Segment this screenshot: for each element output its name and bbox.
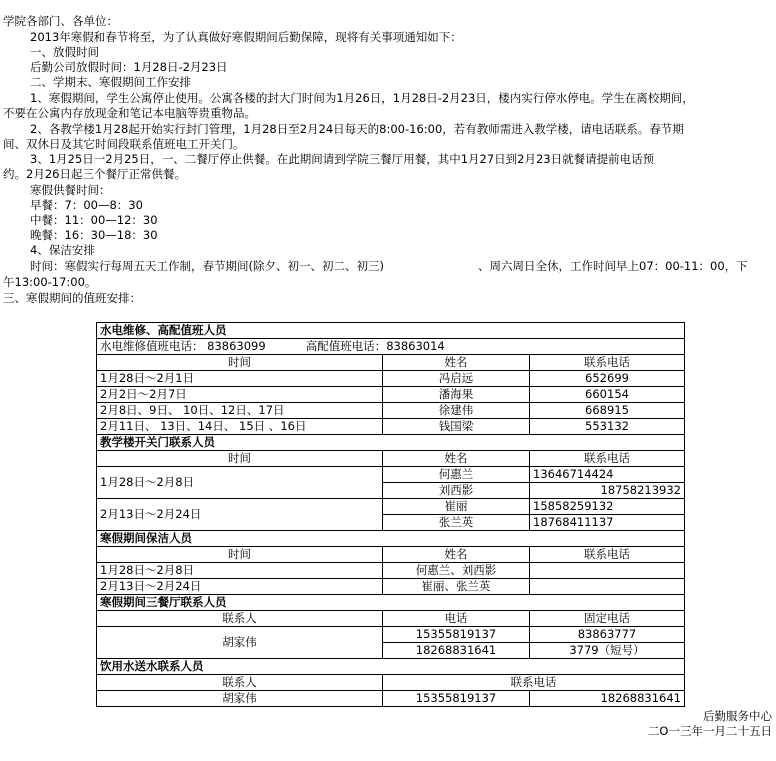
table-row [97, 563, 685, 579]
duty-period: 2月8日、9日、 10日、12日、17日 [97, 403, 383, 419]
section-title-canteen: 寒假期间三餐厅联系人员 [97, 595, 685, 611]
utilities-phone-row [97, 339, 685, 355]
duty-name: 何惠兰、刘西影 [383, 563, 530, 579]
water-phone-1: 15355819137 [383, 691, 530, 707]
repair-phone: 水电维修值班电话： 83863099 [100, 339, 266, 353]
duty-period: 1月28日～2月8日 [97, 563, 383, 579]
item-1-line-2: 不要在公寓内存放现金和笔记本电脑等贵重物品。 [3, 106, 256, 120]
col-header-name: 姓名 [383, 547, 530, 563]
breakfast-time: 早餐：7：00—8：30 [30, 198, 143, 212]
duty-name: 何惠兰 [383, 467, 530, 483]
duty-period: 2月11日、 13日、14日、 15日 、16日 [97, 419, 383, 435]
duty-phone: 18758213932 [530, 483, 685, 499]
duty-period: 2月13日～2月24日 [97, 579, 383, 595]
col-header-phone: 联系电话 [530, 451, 685, 467]
canteen-landline: 83863777 [530, 627, 685, 643]
item-1-line-1: 1、寒假期间，学生公寓停止使用。公寓各楼的封大门时间为1月26日，1月28日-2月23日，楼内实行停水停电。学生在离校期间， [30, 91, 694, 105]
duty-period: 1月28日～2月8日 [97, 467, 383, 499]
col-header-phone: 联系电话 [530, 355, 685, 371]
duty-phone: 15858259132 [530, 499, 685, 515]
dinner-time: 晚餐：16：30—18：30 [30, 228, 158, 242]
col-header-contact: 联系人 [97, 675, 383, 691]
table-row [97, 387, 685, 403]
duty-table [96, 322, 685, 707]
water-contact: 胡家伟 [97, 691, 383, 707]
duty-name: 崔丽 [383, 499, 530, 515]
signature-org: 后勤服务中心 [703, 709, 772, 723]
item-4-line-1a: 时间：寒假实行每周五天工作制，春节期间(除夕、初一、初二、初三) [30, 259, 384, 273]
table-row [97, 419, 685, 435]
duty-phone: 18768411137 [530, 515, 685, 531]
section-3-title: 三、寒假期间的值班安排： [3, 291, 141, 305]
holiday-period: 后勤公司放假时间：1月28日-2月23日 [30, 60, 228, 74]
col-header-phone: 电话 [383, 611, 530, 627]
lunch-time: 中餐：11：00—12：30 [30, 213, 158, 227]
duty-name: 钱国梁 [383, 419, 530, 435]
duty-phone [530, 563, 685, 579]
duty-name: 刘西影 [383, 483, 530, 499]
section-title-cleaning: 寒假期间保洁人员 [97, 531, 685, 547]
duty-phone: 13646714424 [530, 467, 685, 483]
duty-phone: 652699 [530, 371, 685, 387]
col-header-contact: 联系人 [97, 611, 383, 627]
col-header-name: 姓名 [383, 451, 530, 467]
item-4-title: 4、保洁安排 [30, 243, 95, 257]
duty-phone: 668915 [530, 403, 685, 419]
col-header-name: 姓名 [383, 355, 530, 371]
duty-name: 冯启远 [383, 371, 530, 387]
duty-name: 徐建伟 [383, 403, 530, 419]
item-3-line-2: 约。2月26日起三个餐厅正常供餐。 [3, 167, 186, 181]
signature-date: 二O一三年一月二十五日 [647, 724, 772, 738]
item-2-line-1: 2、各教学楼1月28起开始实行封门管理，1月28日至2月24日每天的8:00-16:00，若有教师需进入教学楼，请电话联系。春节期 [30, 122, 684, 136]
table-row [97, 627, 685, 643]
col-header-landline: 固定电话 [530, 611, 685, 627]
item-3-line-1: 3、1月25日一2月25日，一、二餐厅停止供餐。在此期间请到学院三餐厅用餐，其中1月27日到2月23日就餐请提前电话预 [30, 152, 655, 166]
duty-phone: 660154 [530, 387, 685, 403]
duty-phone: 553132 [530, 419, 685, 435]
table-row [97, 579, 685, 595]
canteen-mobile: 18268831641 [383, 643, 530, 659]
water-phone-2: 18268831641 [530, 691, 685, 707]
duty-period: 2月2日～2月7日 [97, 387, 383, 403]
duty-period: 2月13日～2月24日 [97, 499, 383, 531]
greeting: 学院各部门、各单位： [3, 14, 118, 28]
section-title-utilities: 水电维修、高配值班人员 [97, 323, 685, 339]
table-row [97, 691, 685, 707]
table-row [97, 467, 685, 483]
col-header-time: 时间 [97, 547, 383, 563]
section-title-building-doors: 教学楼开关门联系人员 [97, 435, 685, 451]
table-row [97, 403, 685, 419]
duty-name: 潘海果 [383, 387, 530, 403]
duty-period: 1月28日～2月1日 [97, 371, 383, 387]
item-4-line-2: 午13:00-17:00。 [3, 275, 97, 289]
col-header-time: 时间 [97, 451, 383, 467]
duty-name: 张兰英 [383, 515, 530, 531]
section-2-title: 二、学期末、寒假期间工作安排 [30, 75, 191, 89]
power-phone: 高配值班电话：83863014 [305, 339, 445, 353]
section-1-title: 一、放假时间 [30, 45, 99, 59]
section-title-water: 饮用水送水联系人员 [97, 659, 685, 675]
col-header-phone: 联系电话 [530, 547, 685, 563]
duty-phone [530, 579, 685, 595]
canteen-landline: 3779（短号） [530, 643, 685, 659]
col-header-time: 时间 [97, 355, 383, 371]
meal-time-title: 寒假供餐时间： [30, 183, 111, 197]
canteen-contact: 胡家伟 [97, 627, 383, 659]
duty-name: 崔丽、张兰英 [383, 579, 530, 595]
table-row [97, 499, 685, 515]
table-row [97, 371, 685, 387]
col-header-phone: 联系电话 [383, 675, 685, 691]
item-4-line-1b: 、周六周日全休，工作时间早上07：00-11：00，下 [478, 259, 748, 273]
intro-paragraph: 2013年寒假和春节将至，为了认真做好寒假期间后勤保障，现将有关事项通知如下： [30, 30, 462, 44]
item-2-line-2: 间、双休日及其它时间段联系值班电工开关门。 [3, 137, 245, 151]
canteen-mobile: 15355819137 [383, 627, 530, 643]
